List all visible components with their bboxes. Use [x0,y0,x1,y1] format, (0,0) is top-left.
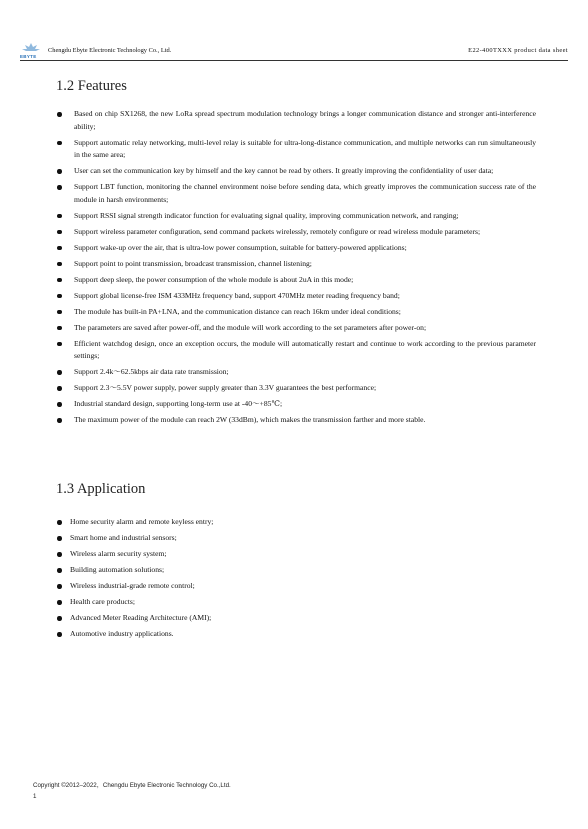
list-item: Building automation solutions; [70,564,470,577]
logo-text: EBYTE [20,54,37,59]
list-item: The maximum power of the module can reach 2W (33dBm), which makes the transmission farther and more stable. [74,414,536,427]
features-list [74,108,536,430]
list-item: Support point to point transmission, broadcast transmission, channel listening; [74,258,536,271]
document-title: E22-400TXXX product data sheet [468,47,568,54]
list-item: Support 2.4k～62.5kbps air data rate transmission; [74,366,536,379]
list-item: Health care products; [70,596,470,609]
list-item: Support 2.3～5.5V power supply, power supply greater than 3.3V guarantees the best performance; [74,382,536,395]
list-item: The parameters are saved after power-off, and the module will work according to the set parameters after power-on; [74,322,536,335]
list-item: Wireless alarm security system; [70,548,470,561]
page-header [20,44,568,61]
list-item: Support LBT function, monitoring the channel environment noise before sending data, which greatly improves the communication success rate of the module in harsh environments; [74,181,536,206]
list-item: The module has built-in PA+LNA, and the communication distance can reach 16km under ideal conditions; [74,306,536,319]
list-item: Support automatic relay networking, multi-level relay is suitable for ultra-long-distance communication, and multiple networks can run simultaneously in the same area; [74,137,536,162]
list-item: Support global license-free ISM 433MHz frequency band, support 470MHz meter reading frequency band; [74,290,536,303]
list-item: Based on chip SX1268, the new LoRa spread spectrum modulation technology brings a longer communication distance and stronger anti-interference ability; [74,108,536,133]
page-number: 1 [33,793,37,800]
list-item: Efficient watchdog design, once an exception occurs, the module will automatically restart and continue to work according to the previous parameter settings; [74,338,536,363]
application-list [70,516,470,644]
list-item: Support wake-up over the air, that is ultra-low power consumption, suitable for battery-powered applications; [74,242,536,255]
list-item: Home security alarm and remote keyless entry; [70,516,470,529]
copyright-text: Copyright ©2012–2022，Chengdu Ebyte Electronic Technology Co.,Ltd. [33,782,231,789]
list-item: Advanced Meter Reading Architecture (AMI); [70,612,470,625]
features-heading: 1.2 Features [56,78,127,94]
list-item: Wireless industrial-grade remote control; [70,580,470,593]
list-item: Support RSSI signal strength indicator function for evaluating signal quality, improving communication network, and ranging; [74,210,536,223]
page-footer [33,780,231,802]
list-item: Automotive industry applications. [70,628,470,641]
list-item: Smart home and industrial sensors; [70,532,470,545]
list-item: User can set the communication key by himself and the key cannot be read by others. It greatly improving the confidentiality of user data; [74,165,536,178]
list-item: Industrial standard design, supporting long-term use at -40～+85℃; [74,398,536,411]
list-item: Support wireless parameter configuration, send command packets wirelessly, remotely configure or read wireless module parameters; [74,226,536,239]
list-item: Support deep sleep, the power consumption of the whole module is about 2uA in this mode; [74,274,536,287]
company-name: Chengdu Ebyte Electronic Technology Co., Ltd. [48,47,172,54]
application-heading: 1.3 Application [56,481,146,497]
